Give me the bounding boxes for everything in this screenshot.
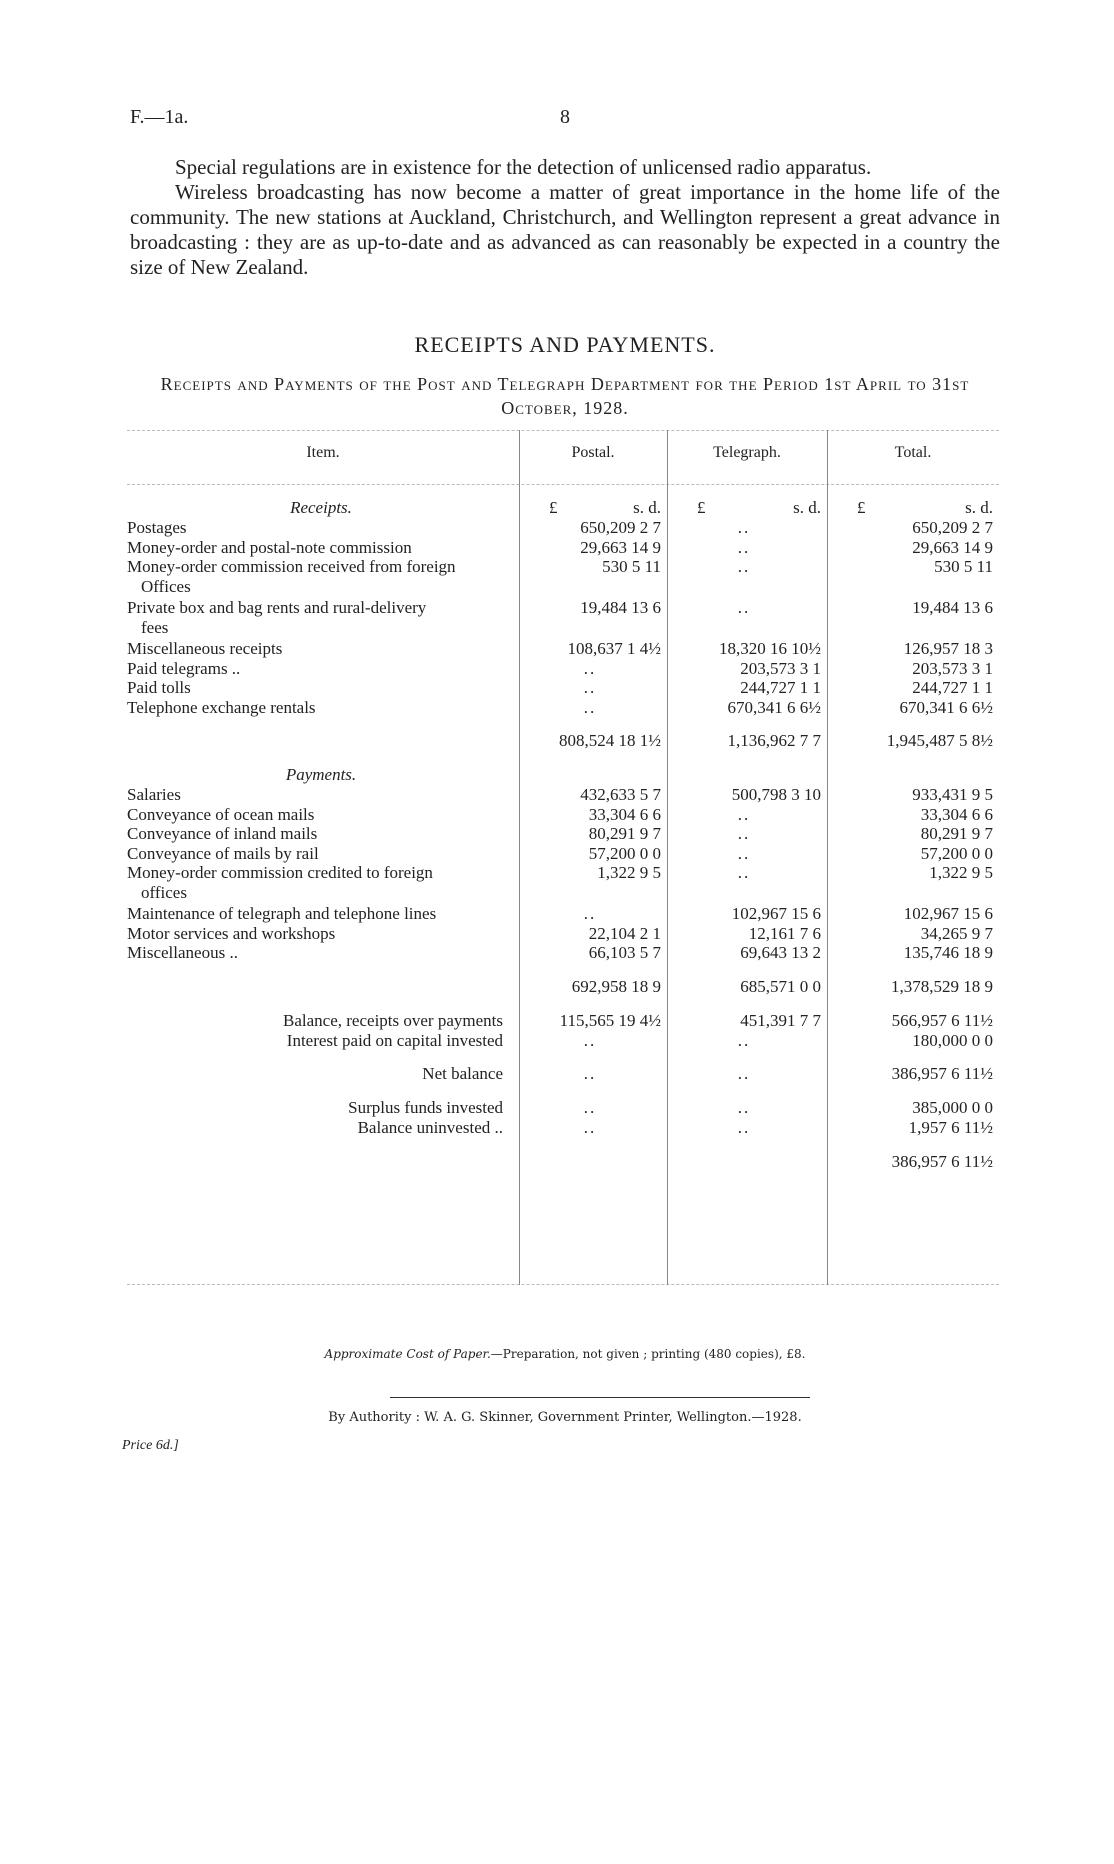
postal-cell: 57,200 0 0	[588, 843, 661, 863]
telegraph-cell: 1,136,962 7 7	[727, 731, 821, 750]
surplus-row-label: Surplus funds invested	[348, 1097, 503, 1117]
receipt-row-label-text: Paid tolls	[127, 678, 191, 697]
total-cell: 530 5 11	[934, 557, 993, 576]
net-balance-row-label: Net balance	[422, 1063, 503, 1083]
telegraph-cell: 244,727 1 1	[740, 678, 821, 697]
payment-row-label-text: Conveyance of mails by rail	[127, 843, 319, 863]
receipt-row-label-cont: Offices	[141, 577, 191, 596]
total-cell: 34,265 9 7	[920, 923, 993, 943]
net-balance-row	[127, 1064, 999, 1084]
sd-unit: s. d.	[633, 498, 661, 517]
telegraph-cell: 451,391 7 7	[740, 1010, 821, 1030]
receipt-row-label-text: Money-order and postal-note commission	[127, 537, 412, 557]
payment-row-label	[127, 785, 515, 805]
telegraph-cell: 102,967 15 6	[731, 904, 821, 923]
postal-cell: 19,484 13 6	[580, 598, 661, 617]
postal-cell: ..	[583, 1030, 597, 1050]
telegraph-cell: ..	[737, 1030, 751, 1050]
payment-row	[127, 805, 999, 825]
postal-cell: 29,663 14 9	[580, 537, 661, 557]
postal-cell: ..	[583, 1117, 597, 1137]
payment-row	[127, 924, 999, 944]
total-cell: 80,291 9 7	[920, 824, 993, 843]
postal-cell: 108,637 1 4½	[567, 639, 661, 658]
payment-row-label	[127, 824, 515, 844]
telegraph-cell: ..	[737, 557, 751, 576]
paragraph-broadcasting: Wireless broadcasting has now become a matter of great importance in the home life of the community. The new stations at Auckland, Christchurch, and Wellington represent a great advance in broadcasting : they are as up-to-date and as advanced as can reasonably be expected in a country the size of New Zealand.	[130, 180, 1000, 279]
total-cell: 650,209 2 7	[912, 518, 993, 537]
sd-unit: s. d.	[965, 498, 993, 517]
total-cell: 1,957 6 11½	[908, 1117, 993, 1137]
postal-cell: 115,565 19 4½	[559, 1010, 661, 1030]
telegraph-cell: 500,798 3 10	[731, 785, 821, 804]
total-cell: 566,957 6 11½	[891, 1010, 993, 1030]
receipt-row	[127, 598, 999, 638]
total-cell: 29,663 14 9	[912, 537, 993, 557]
payment-row-label-text: Motor services and workshops	[127, 923, 336, 943]
telegraph-cell: ..	[737, 804, 751, 824]
receipt-row-label-text: Money-order commission received from foreign	[127, 557, 456, 576]
payment-row-label-text: Conveyance of ocean mails	[127, 804, 315, 824]
receipt-row	[127, 518, 999, 538]
total-cell: 385,000 0 0	[912, 1097, 993, 1117]
table-title: Receipts and Payments of the Post and Telegraph Department for the Period 1st April to 31st October, 1928.	[160, 374, 970, 418]
receipt-row-label-text: Miscellaneous receipts	[127, 639, 283, 658]
final-total-row	[127, 1152, 999, 1172]
payment-row-label-text: Conveyance of inland mails	[127, 824, 318, 843]
receipt-row	[127, 678, 999, 698]
receipt-row	[127, 538, 999, 558]
telegraph-cell: ..	[737, 863, 751, 882]
total-cell: 386,957 6 11½	[891, 1151, 993, 1171]
receipts-heading	[127, 498, 999, 518]
telegraph-cell: 685,571 0 0	[740, 976, 821, 996]
postal-cell: 692,958 18 9	[571, 976, 661, 996]
telegraph-cell: 12,161 7 6	[748, 923, 821, 943]
telegraph-cell: ..	[737, 518, 751, 537]
postal-cell: ..	[583, 697, 597, 717]
postal-cell: 650,209 2 7	[580, 518, 661, 537]
postal-cell: ..	[583, 1097, 597, 1117]
telegraph-cell: ..	[737, 843, 751, 863]
total-cell: 135,746 18 9	[903, 943, 993, 962]
postal-cell: ..	[583, 678, 597, 697]
payment-row-label	[127, 943, 515, 963]
payment-row	[127, 844, 999, 864]
payment-row-label	[127, 805, 515, 825]
telegraph-cell: 18,320 16 10½	[719, 639, 821, 658]
total-cell: 1,322 9 5	[929, 863, 993, 882]
receipts-total-row	[127, 731, 999, 751]
surplus-row	[127, 1118, 999, 1138]
receipt-row-label-text: Paid telegrams ..	[127, 658, 241, 678]
total-cell: 102,967 15 6	[903, 904, 993, 923]
postal-cell: ..	[583, 1063, 597, 1083]
authority-line: By Authority : W. A. G. Skinner, Government Printer, Wellington.—1928.	[328, 1410, 802, 1425]
receipt-row-label-text: Private box and bag rents and rural-delivery	[127, 598, 427, 617]
col-header-total: Total.	[894, 444, 932, 461]
col-header-postal: Postal.	[571, 444, 615, 461]
postal-cell: 1,322 9 5	[597, 863, 661, 882]
total-cell: 933,431 9 5	[912, 785, 993, 804]
postal-cell: 66,103 5 7	[588, 943, 661, 962]
payment-row	[127, 785, 999, 805]
total-cell: 33,304 6 6	[920, 804, 993, 824]
postal-cell: 530 5 11	[602, 557, 661, 576]
total-cell: 670,341 6 6½	[899, 697, 993, 717]
body-text	[130, 155, 1000, 280]
paragraph-radio: Special regulations are in existence for the detection of unlicensed radio apparatus.	[175, 155, 872, 179]
payment-row	[127, 863, 999, 903]
telegraph-cell: 69,643 13 2	[740, 943, 821, 962]
total-cell: 180,000 0 0	[912, 1030, 993, 1050]
receipt-row-label	[127, 678, 515, 698]
receipt-row	[127, 639, 999, 659]
receipt-row-label-text: Telephone exchange rentals	[127, 697, 316, 717]
payments-heading-text: Payments.	[285, 765, 357, 784]
receipt-row	[127, 659, 999, 679]
payment-row-label-text: Salaries	[127, 785, 181, 804]
postal-cell: 80,291 9 7	[588, 824, 661, 843]
table-top-rule	[127, 430, 999, 431]
total-cell: 1,378,529 18 9	[891, 976, 993, 996]
total-cell: 57,200 0 0	[920, 843, 993, 863]
total-cell: 386,957 6 11½	[891, 1063, 993, 1083]
telegraph-cell: ..	[737, 537, 751, 557]
receipt-row	[127, 557, 999, 597]
total-cell: 1,945,487 5 8½	[886, 731, 993, 750]
receipt-row-label	[127, 538, 515, 558]
cost-note-label: Approximate Cost of Paper.	[324, 1347, 491, 1361]
telegraph-cell: 670,341 6 6½	[727, 697, 821, 717]
payment-row	[127, 943, 999, 963]
telegraph-cell: ..	[737, 598, 751, 617]
balance-row-label: Interest paid on capital invested	[286, 1030, 503, 1050]
total-cell: 203,573 3 1	[912, 658, 993, 678]
payments-total-row	[127, 977, 999, 997]
receipts-heading-text: Receipts.	[290, 498, 352, 517]
postal-cell: ..	[583, 904, 597, 923]
surplus-row	[127, 1098, 999, 1118]
payment-row-label-text: Miscellaneous ..	[127, 943, 238, 962]
payment-row	[127, 904, 999, 924]
postal-cell: 432,633 5 7	[580, 785, 661, 804]
receipt-row-label	[127, 557, 515, 597]
receipt-row-label	[127, 518, 515, 538]
col-header-item: Item.	[306, 444, 340, 461]
postal-cell: 33,304 6 6	[588, 804, 661, 824]
payment-row-label-text: Maintenance of telegraph and telephone lines	[127, 904, 437, 923]
cost-note	[130, 1347, 1000, 1361]
telegraph-cell: ..	[737, 1063, 751, 1083]
receipt-row-label-cont: fees	[141, 618, 169, 637]
table-header-rule	[127, 484, 999, 485]
receipt-row-label	[127, 639, 515, 659]
payment-row-label	[127, 844, 515, 864]
page-number: 8	[560, 106, 570, 128]
section-title: RECEIPTS AND PAYMENTS.	[414, 332, 716, 357]
receipt-row-label	[127, 598, 515, 638]
pound-unit: £	[549, 498, 558, 517]
pound-unit: £	[697, 498, 706, 517]
postal-cell: 22,104 2 1	[588, 923, 661, 943]
table-bottom-rule	[127, 1284, 999, 1285]
total-cell: 126,957 18 3	[903, 639, 993, 658]
payment-row-label	[127, 924, 515, 944]
receipt-row-label	[127, 659, 515, 679]
payments-heading	[127, 765, 999, 785]
payment-row	[127, 824, 999, 844]
authority-rule	[390, 1397, 810, 1398]
telegraph-cell: ..	[737, 824, 751, 843]
receipts-payments-table	[127, 430, 999, 1285]
balance-row-label: Balance, receipts over payments	[283, 1010, 503, 1030]
payment-row-label	[127, 863, 515, 903]
balance-row	[127, 1011, 999, 1031]
total-cell: 244,727 1 1	[912, 678, 993, 697]
sd-unit: s. d.	[793, 498, 821, 517]
receipt-row-label-text: Postages	[127, 518, 187, 537]
postal-cell: 808,524 18 1½	[559, 731, 661, 750]
pound-unit: £	[857, 498, 866, 517]
total-cell: 19,484 13 6	[912, 598, 993, 617]
payment-row-label	[127, 904, 515, 924]
col-header-telegraph: Telegraph.	[713, 444, 781, 461]
balance-row	[127, 1031, 999, 1051]
cost-note-text: —Preparation, not given ; printing (480 copies), £8.	[490, 1347, 806, 1361]
telegraph-cell: ..	[737, 1097, 751, 1117]
telegraph-cell: ..	[737, 1117, 751, 1137]
price: Price 6d.]	[122, 1438, 179, 1453]
receipt-row	[127, 698, 999, 718]
receipt-row-label	[127, 698, 515, 718]
document-reference: F.—1a.	[130, 106, 189, 128]
telegraph-cell: 203,573 3 1	[740, 658, 821, 678]
postal-cell: ..	[583, 658, 597, 678]
payment-row-label-text: Money-order commission credited to foreign	[127, 863, 433, 882]
surplus-row-label: Balance uninvested ..	[357, 1117, 503, 1137]
payment-row-label-cont: offices	[141, 883, 187, 902]
